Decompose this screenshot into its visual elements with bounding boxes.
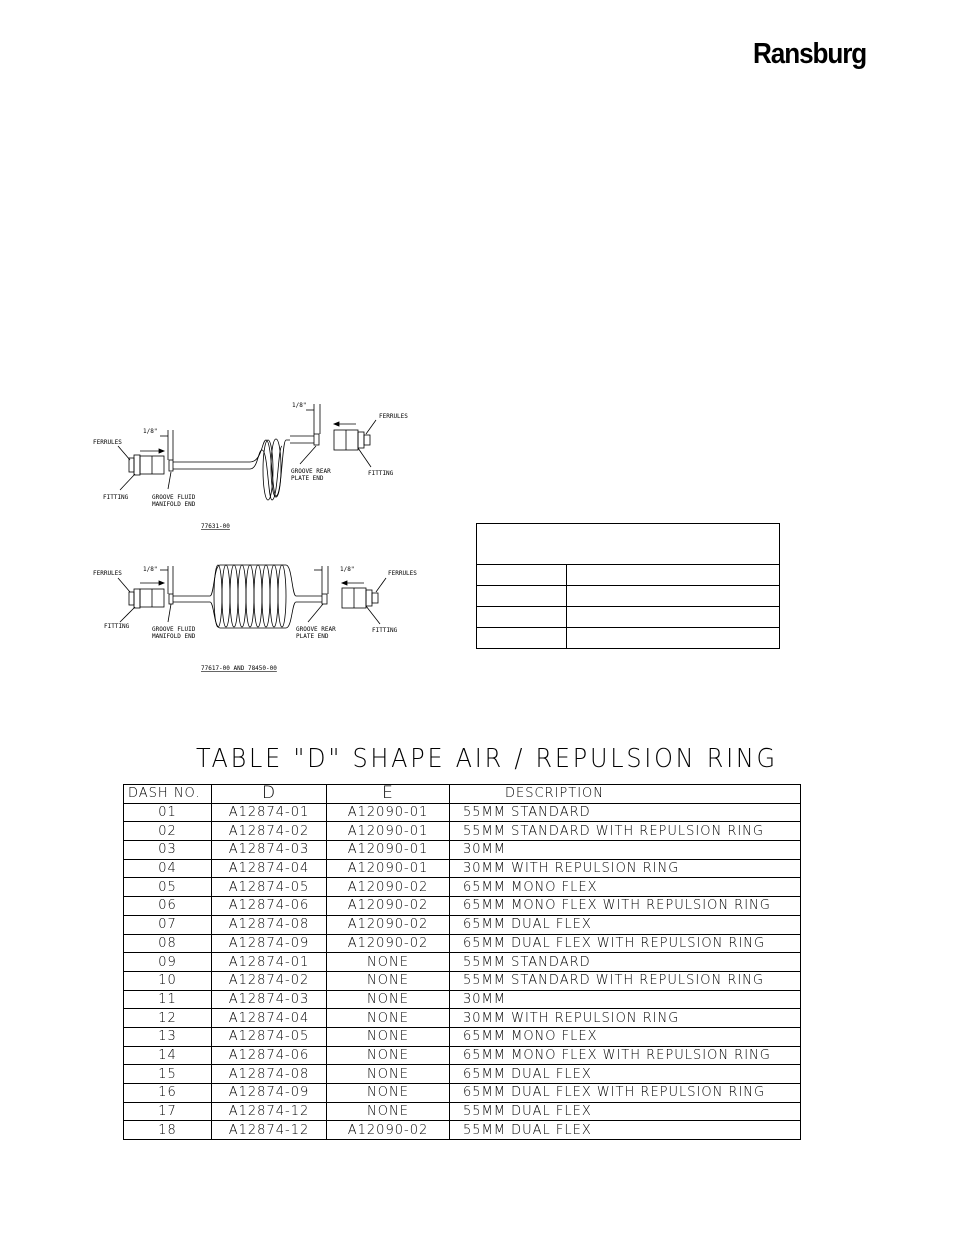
- top-dim-right: 1/8": [292, 402, 307, 409]
- table-row: [124, 878, 801, 897]
- e-cell: NONE: [327, 990, 450, 1009]
- dash-cell: 08: [124, 934, 212, 953]
- bottom-part-ref: 77617-00 AND 78450-00: [201, 665, 277, 672]
- e-cell: A12090-02: [327, 1121, 450, 1140]
- table-row: [124, 1046, 801, 1065]
- e-cell: NONE: [327, 1009, 450, 1028]
- e-cell: A12090-01: [327, 822, 450, 841]
- e-cell: A12090-02: [327, 897, 450, 916]
- table-row: [124, 1084, 801, 1103]
- bottom-dim-left: 1/8": [143, 566, 158, 573]
- table-row: [124, 915, 801, 934]
- header-description: DESCRIPTION: [450, 785, 801, 804]
- bottom-ferrules-right-label: FERRULES: [388, 570, 417, 577]
- top-plate-end-label: PLATE END: [291, 475, 324, 482]
- description-cell: 55MM STANDARD: [450, 953, 801, 972]
- d-cell: A12874-09: [212, 934, 327, 953]
- table-row: [124, 1065, 801, 1084]
- table-row: [124, 1027, 801, 1046]
- top-manifold-end-label: MANIFOLD END: [152, 501, 196, 508]
- e-cell: NONE: [327, 1084, 450, 1103]
- e-cell: NONE: [327, 1102, 450, 1121]
- table-row: [124, 1121, 801, 1140]
- description-cell: 65MM DUAL FLEX: [450, 1065, 801, 1084]
- e-cell: NONE: [327, 1027, 450, 1046]
- d-cell: A12874-02: [212, 971, 327, 990]
- e-cell: NONE: [327, 1046, 450, 1065]
- blank-table-header: [477, 524, 780, 565]
- top-fitting-right-label: FITTING: [368, 470, 394, 477]
- d-cell: A12874-01: [212, 953, 327, 972]
- table-row: [124, 990, 801, 1009]
- e-cell: NONE: [327, 971, 450, 990]
- dash-cell: 03: [124, 841, 212, 860]
- d-cell: A12874-01: [212, 803, 327, 822]
- d-cell: A12874-08: [212, 1065, 327, 1084]
- brand-logo: Ransburg: [753, 38, 867, 70]
- bottom-groove-rear-label: GROOVE REAR: [296, 626, 336, 633]
- table-d-title: TABLE "D" SHAPE AIR / REPULSION RING: [196, 744, 778, 774]
- dash-cell: 15: [124, 1065, 212, 1084]
- d-cell: A12874-09: [212, 1084, 327, 1103]
- dash-cell: 18: [124, 1121, 212, 1140]
- dash-cell: 02: [124, 822, 212, 841]
- top-groove-rear-label: GROOVE REAR: [291, 468, 331, 475]
- table-row: [124, 934, 801, 953]
- description-cell: 30MM: [450, 841, 801, 860]
- description-cell: 30MM WITH REPULSION RING: [450, 859, 801, 878]
- d-cell: A12874-04: [212, 859, 327, 878]
- d-cell: A12874-03: [212, 841, 327, 860]
- d-cell: A12874-12: [212, 1102, 327, 1121]
- description-cell: 55MM DUAL FLEX: [450, 1102, 801, 1121]
- table-row: [124, 859, 801, 878]
- table-d: [123, 784, 801, 1140]
- bottom-plate-end-label: PLATE END: [296, 633, 329, 640]
- top-fitting-left-label: FITTING: [103, 494, 129, 501]
- bottom-tubing-drawing: [118, 565, 386, 628]
- e-cell: A12090-02: [327, 934, 450, 953]
- dash-cell: 11: [124, 990, 212, 1009]
- description-cell: 55MM STANDARD WITH REPULSION RING: [450, 822, 801, 841]
- table-row: [124, 1102, 801, 1121]
- dash-cell: 04: [124, 859, 212, 878]
- description-cell: 65MM DUAL FLEX WITH REPULSION RING: [450, 934, 801, 953]
- table-row: [124, 953, 801, 972]
- d-cell: A12874-12: [212, 1121, 327, 1140]
- description-cell: 55MM STANDARD: [450, 803, 801, 822]
- description-cell: 65MM DUAL FLEX: [450, 915, 801, 934]
- top-tubing-drawing: [118, 404, 376, 500]
- description-cell: 65MM MONO FLEX WITH REPULSION RING: [450, 897, 801, 916]
- bottom-fitting-left-label: FITTING: [104, 623, 130, 630]
- d-cell: A12874-05: [212, 878, 327, 897]
- description-cell: 30MM WITH REPULSION RING: [450, 1009, 801, 1028]
- dash-cell: 09: [124, 953, 212, 972]
- e-cell: A12090-02: [327, 878, 450, 897]
- header-dash-no: DASH NO.: [124, 785, 212, 804]
- dash-cell: 14: [124, 1046, 212, 1065]
- e-cell: A12090-01: [327, 841, 450, 860]
- e-cell: NONE: [327, 953, 450, 972]
- bottom-fitting-right-label: FITTING: [372, 627, 398, 634]
- dash-cell: 01: [124, 803, 212, 822]
- e-cell: NONE: [327, 1065, 450, 1084]
- table-row: [124, 803, 801, 822]
- top-dim-left: 1/8": [143, 428, 158, 435]
- table-d-header-row: [124, 785, 801, 804]
- bottom-dim-right: 1/8": [340, 566, 355, 573]
- e-cell: A12090-02: [327, 915, 450, 934]
- header-d: D: [212, 785, 327, 804]
- d-cell: A12874-02: [212, 822, 327, 841]
- description-cell: 30MM: [450, 990, 801, 1009]
- d-cell: A12874-05: [212, 1027, 327, 1046]
- description-cell: 65MM DUAL FLEX WITH REPULSION RING: [450, 1084, 801, 1103]
- blank-table: [476, 523, 780, 649]
- top-part-ref: 77631-00: [201, 523, 230, 530]
- dash-cell: 17: [124, 1102, 212, 1121]
- top-ferrules-right-label: FERRULES: [379, 413, 408, 420]
- dash-cell: 07: [124, 915, 212, 934]
- d-cell: A12874-04: [212, 1009, 327, 1028]
- d-cell: A12874-03: [212, 990, 327, 1009]
- dash-cell: 10: [124, 971, 212, 990]
- description-cell: 65MM MONO FLEX WITH REPULSION RING: [450, 1046, 801, 1065]
- description-cell: 65MM MONO FLEX: [450, 878, 801, 897]
- d-cell: A12874-06: [212, 897, 327, 916]
- header-e: E: [327, 785, 450, 804]
- dash-cell: 13: [124, 1027, 212, 1046]
- bottom-ferrules-left-label: FERRULES: [93, 570, 122, 577]
- dash-cell: 12: [124, 1009, 212, 1028]
- e-cell: A12090-01: [327, 859, 450, 878]
- table-row: [124, 897, 801, 916]
- d-cell: A12874-08: [212, 915, 327, 934]
- bottom-groove-fluid-label: GROOVE FLUID: [152, 626, 196, 633]
- description-cell: 65MM MONO FLEX: [450, 1027, 801, 1046]
- top-ferrules-left-label: FERRULES: [93, 439, 122, 446]
- dash-cell: 05: [124, 878, 212, 897]
- top-groove-fluid-label: GROOVE FLUID: [152, 494, 196, 501]
- bottom-manifold-end-label: MANIFOLD END: [152, 633, 196, 640]
- table-row: [124, 971, 801, 990]
- description-cell: 55MM STANDARD WITH REPULSION RING: [450, 971, 801, 990]
- table-row: [124, 841, 801, 860]
- dash-cell: 06: [124, 897, 212, 916]
- description-cell: 55MM DUAL FLEX: [450, 1121, 801, 1140]
- d-cell: A12874-06: [212, 1046, 327, 1065]
- table-row: [124, 822, 801, 841]
- table-row: [124, 1009, 801, 1028]
- e-cell: A12090-01: [327, 803, 450, 822]
- dash-cell: 16: [124, 1084, 212, 1103]
